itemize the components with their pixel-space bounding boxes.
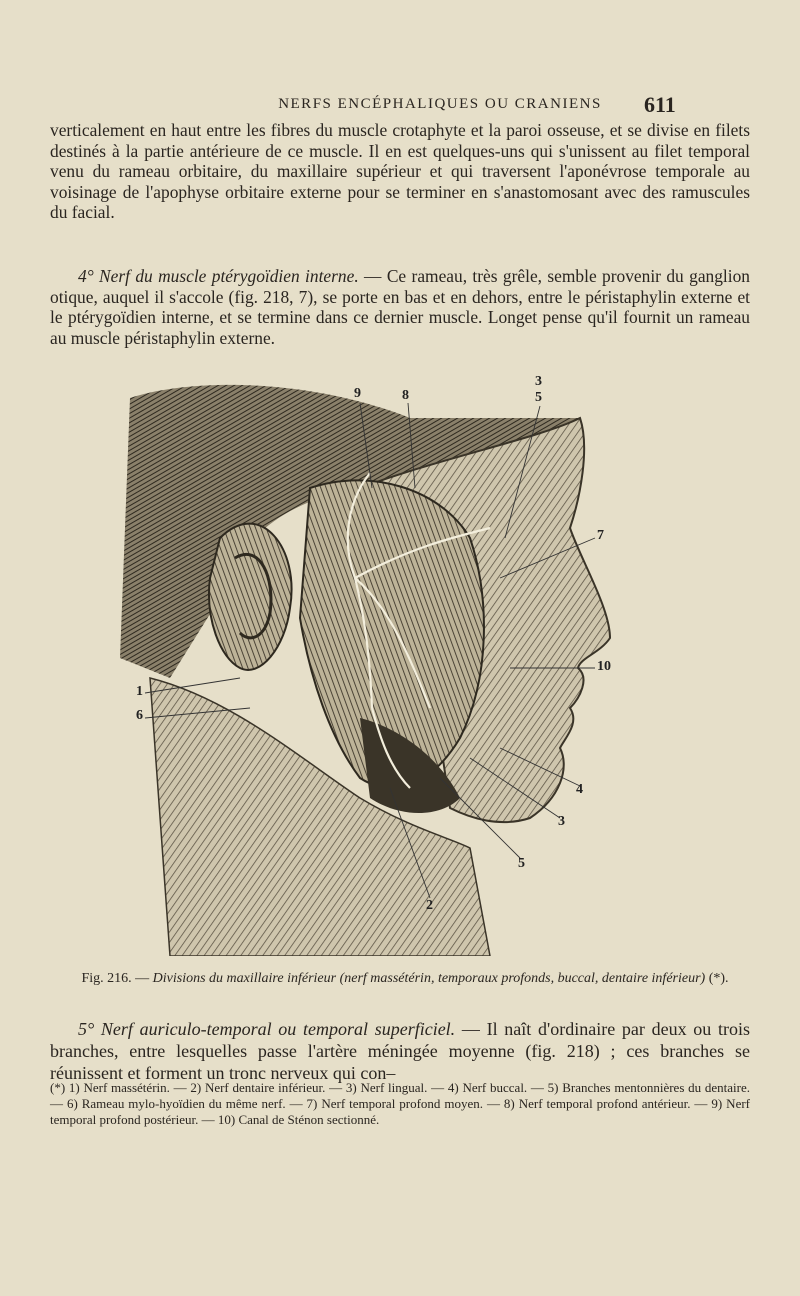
page-number: 611 [644, 92, 676, 117]
paragraph-body: — Il naît d'ordinaire par deux ou trois branches, entre lesquelles passe l'artère méningée moyenne (fig. 218) ; ces branches se réunissent et forment un tronc nerveux qui con– [50, 1019, 750, 1083]
caption-suffix: (*). [705, 971, 729, 986]
figure-label-5-top: 5 [535, 390, 542, 405]
figure-label-2: 2 [426, 898, 433, 913]
figure-label-7: 7 [597, 528, 604, 543]
figure-label-3-bottom: 3 [558, 814, 565, 829]
caption-prefix: Fig. 216. — [81, 971, 153, 986]
head-dissection-drawing [110, 378, 640, 956]
anatomical-illustration [110, 374, 640, 956]
figure-label-8: 8 [402, 388, 409, 403]
paragraph-auriculotemporal-nerve [50, 1018, 750, 1084]
figure-label-3-top: 3 [535, 374, 542, 389]
paragraph-heading: 4° Nerf du muscle ptérygoïdien interne. [78, 266, 359, 286]
paragraph-body: — Ce rameau, très grêle, semble provenir du ganglion otique, auquel il s'accole (fig. 218, 7), se porte en bas et en dehors, entre le péristaphylin externe et le ptérygoïdien interne, et se termine dans ce dernier muscle. Longet pense qu'il fournit un rameau au muscle péristaphylin externe. [50, 266, 750, 348]
figure-label-6: 6 [136, 708, 143, 723]
paragraph-heading: 5° Nerf auriculo-temporal ou temporal superficiel. [78, 1019, 456, 1039]
figure-label-1: 1 [136, 684, 143, 699]
figure-caption [60, 970, 750, 987]
ear [209, 524, 292, 670]
caption-title: Divisions du maxillaire inférieur (nerf massétérin, temporaux profonds, buccal, dentaire inférieur) [152, 971, 706, 986]
figure-label-4: 4 [576, 782, 583, 797]
figure-footnote: (*) 1) Nerf massétérin. — 2) Nerf dentaire inférieur. — 3) Nerf lingual. — 4) Nerf buccal. — 5) Branches mentonnières du dentaire. — 6) Rameau mylo-hyoïdien du même nerf. — 7) Nerf temporal profond moyen. — 8) Nerf temporal profond antérieur. — 9) Nerf temporal profond postérieur. — 10) Canal de Sténon sectionné. [50, 1080, 750, 1127]
paragraph-pterygoid-nerve [50, 266, 750, 348]
figure-label-5-bottom: 5 [518, 856, 525, 871]
figure-label-9: 9 [354, 386, 361, 401]
paragraph-continuation: verticalement en haut entre les fibres du muscle crotaphyte et la paroi osseuse, et se divise en filets destinés à la partie antérieure de ce muscle. Il en est quelques-uns qui s'unissent au filet temporal venu du rameau orbitaire, du maxillaire supérieur et qui traversent l'aponévrose temporale au voisinage de l'apophyse orbitaire externe pour se terminer en s'anastomosant avec des ramuscules du facial. [50, 120, 750, 223]
running-title: NERFS ENCÉPHALIQUES OU CRANIENS [278, 96, 602, 112]
figure-label-10: 10 [597, 659, 611, 674]
